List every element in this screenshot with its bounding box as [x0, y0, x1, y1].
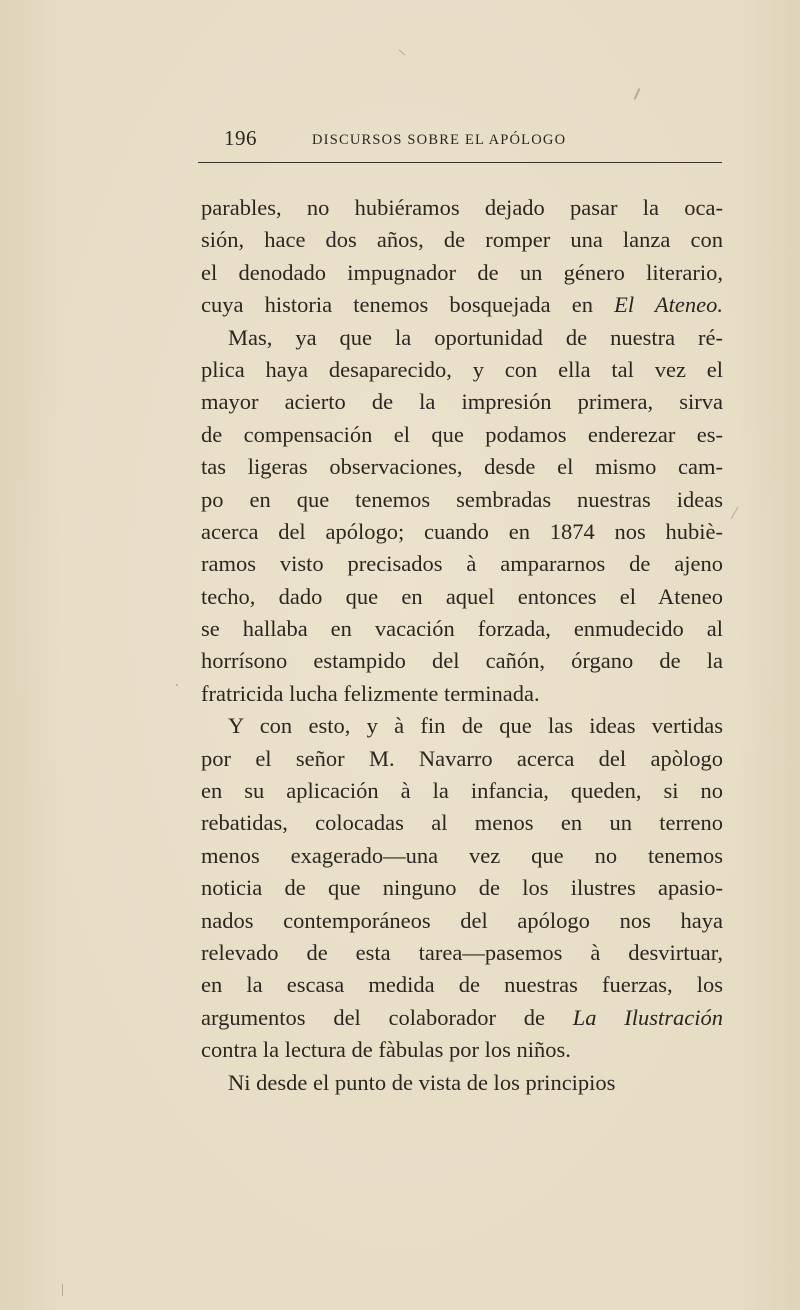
paragraph-end: contra la lectura de fàbulas por los niños.: [201, 1037, 571, 1063]
text-line: tas ligeras observaciones, desde el mismo cam-: [201, 454, 723, 480]
page-number: 196: [224, 126, 257, 150]
italic-title-el-ateneo: El Ateneo.: [614, 292, 723, 318]
text-run: argumentos del colaborador de: [201, 1004, 573, 1030]
text-run: cuya historia tenemos bosquejada en: [201, 292, 615, 318]
text-line: el denodado impugnador de un género literario,: [201, 259, 723, 285]
text-line: en su aplicación à la infancia, queden, si no: [201, 778, 723, 804]
paragraph-end: fratricida lucha felizmente terminada.: [201, 680, 540, 706]
text-line: [201, 289, 723, 321]
text-line: en la escasa medida de nuestras fuerzas, los: [201, 972, 723, 998]
body-text: [201, 192, 723, 1099]
paper-speck: [634, 88, 641, 100]
text-line: rebatidas, colocadas al menos en un terreno: [201, 810, 723, 836]
text-line: parables, no hubiéramos dejado pasar la oca-: [201, 195, 723, 220]
text-line: sión, hace dos años, de romper una lanza con: [201, 227, 723, 253]
text-line: noticia de que ninguno de los ilustres apasio-: [201, 875, 723, 901]
text-line: nados contemporáneos del apólogo nos haya: [201, 907, 723, 933]
paper-speck: [62, 1284, 63, 1296]
text-line: techo, dado que en aquel entonces el Ateneo: [201, 583, 723, 609]
paragraph-start: Y con esto, y à fin de que las ideas vertidas: [228, 713, 723, 739]
page-header: [200, 126, 722, 156]
text-line: de compensación el que podamos enderezar es-: [201, 421, 723, 447]
paragraph-start: Ni desde el punto de vista de los principios: [228, 1069, 616, 1095]
paper-speck: [731, 507, 739, 520]
text-line: relevado de esta tarea—pasemos à desvirtuar,: [201, 939, 723, 965]
paper-speck: [176, 684, 178, 686]
text-line: mayor acierto de la impresión primera, sirva: [201, 389, 723, 415]
paper-speck: [399, 50, 406, 56]
text-line: acerca del apólogo; cuando en 1874 nos hubiè-: [201, 518, 723, 544]
running-title: DISCURSOS SOBRE EL APÓLOGO: [312, 132, 567, 148]
text-line: por el señor M. Navarro acerca del apòlogo: [201, 745, 723, 771]
text-line: po en que tenemos sembradas nuestras ideas: [201, 486, 723, 512]
text-line: horrísono estampido del cañón, órgano de la: [201, 648, 723, 674]
italic-title-la-ilustracion: La Ilustración: [572, 1004, 723, 1030]
text-line: plica haya desaparecido, y con ella tal vez el: [201, 356, 723, 382]
text-line: [201, 1002, 723, 1034]
text-line: ramos visto precisados à ampararnos de ajeno: [201, 551, 723, 577]
header-rule: [198, 162, 722, 163]
paragraph-start: Mas, ya que la oportunidad de nuestra ré-: [228, 324, 723, 350]
text-line: menos exagerado—una vez que no tenemos: [201, 842, 723, 868]
text-line: se hallaba en vacación forzada, enmudecido al: [201, 616, 723, 642]
